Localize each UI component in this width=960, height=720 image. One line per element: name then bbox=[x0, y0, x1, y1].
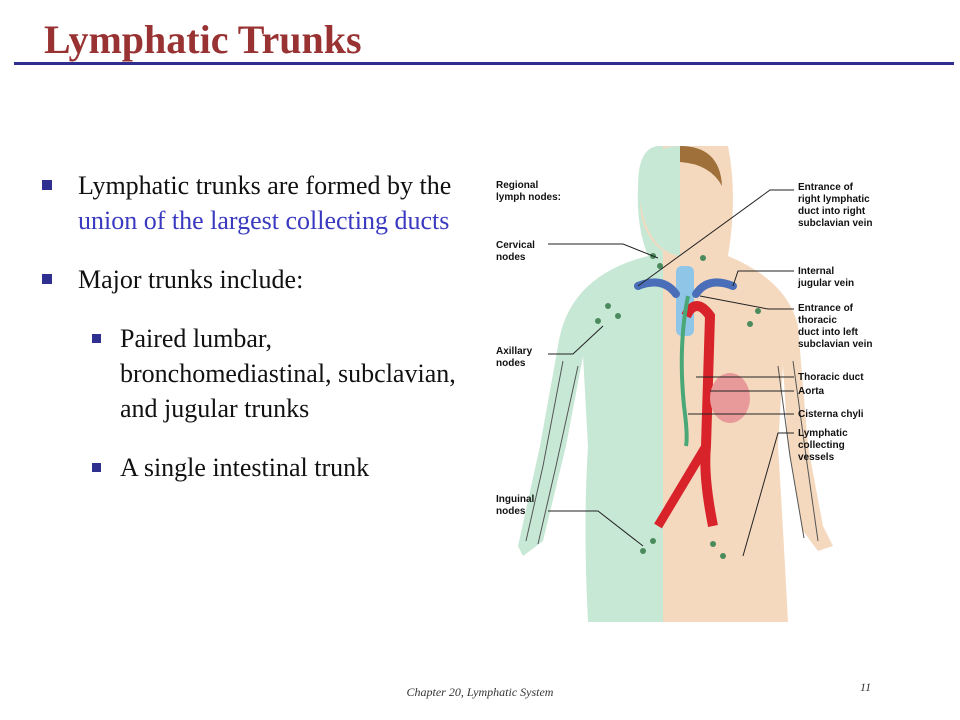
label-lymphatic-collecting-vessels: Lymphatic bbox=[798, 428, 848, 439]
bullet-trunk-definition bbox=[42, 168, 462, 238]
label-inguinal-nodes: nodes bbox=[496, 506, 526, 517]
label-internal-jugular-vein: Internal bbox=[798, 266, 835, 277]
subbullet-paired-trunks bbox=[78, 321, 462, 426]
subbullet-text: A single intestinal trunk bbox=[120, 453, 370, 482]
label-inguinal-nodes: Inguinal bbox=[496, 494, 535, 505]
label-cervical-nodes: nodes bbox=[496, 252, 526, 263]
lymphatic-system-diagram bbox=[488, 146, 958, 622]
label-lymphatic-collecting-vessels: collecting bbox=[798, 440, 845, 451]
bullet-text: Lymphatic trunks are formed by the bbox=[78, 171, 452, 200]
subbullet-marker bbox=[92, 334, 101, 343]
right-figure-labels bbox=[797, 182, 872, 463]
label-entrance-thoracic-duct: thoracic bbox=[798, 315, 837, 326]
title-underline bbox=[14, 62, 954, 65]
bullet-highlight: union of the largest collecting ducts bbox=[78, 206, 450, 235]
label-entrance-thoracic-duct: Entrance of bbox=[798, 303, 854, 314]
page-number: 11 bbox=[860, 680, 872, 694]
label-thoracic-duct: Thoracic duct bbox=[798, 372, 864, 383]
heart bbox=[710, 373, 750, 423]
label-entrance-right-lymphatic: Entrance of bbox=[798, 182, 854, 193]
label-lymphatic-collecting-vessels: vessels bbox=[798, 452, 835, 463]
label-axillary-nodes: nodes bbox=[496, 358, 526, 369]
label-entrance-right-lymphatic: duct into right bbox=[798, 206, 866, 217]
bullet-major-trunks bbox=[42, 262, 462, 297]
label-entrance-thoracic-duct: duct into left bbox=[798, 327, 858, 338]
subbullet-intestinal-trunk bbox=[78, 450, 462, 485]
subbullet-marker bbox=[92, 463, 101, 472]
bullet-marker bbox=[42, 180, 52, 190]
body-figure bbox=[518, 146, 833, 622]
bullet-list bbox=[42, 168, 462, 509]
subbullet-text: Paired lumbar, bronchomediastinal, subclavian, and jugular trunks bbox=[120, 324, 456, 423]
slide-footer: Chapter 20, Lymphatic System bbox=[406, 685, 554, 699]
label-aorta: Aorta bbox=[798, 386, 825, 397]
bullet-marker bbox=[42, 274, 52, 284]
label-regional-nodes: Regional bbox=[496, 180, 539, 191]
label-cervical-nodes: Cervical bbox=[496, 240, 535, 251]
bullet-text: Major trunks include: bbox=[78, 265, 304, 294]
label-axillary-nodes: Axillary bbox=[496, 346, 533, 357]
label-entrance-right-lymphatic: right lymphatic bbox=[798, 194, 870, 205]
label-regional-nodes: lymph nodes: bbox=[496, 192, 562, 203]
label-entrance-thoracic-duct: subclavian vein bbox=[798, 339, 873, 350]
label-cisterna-chyli: Cisterna chyli bbox=[798, 409, 864, 420]
slide-title: Lymphatic Trunks bbox=[44, 17, 362, 62]
label-internal-jugular-vein: jugular vein bbox=[798, 278, 855, 289]
label-entrance-right-lymphatic: subclavian vein bbox=[798, 218, 873, 229]
